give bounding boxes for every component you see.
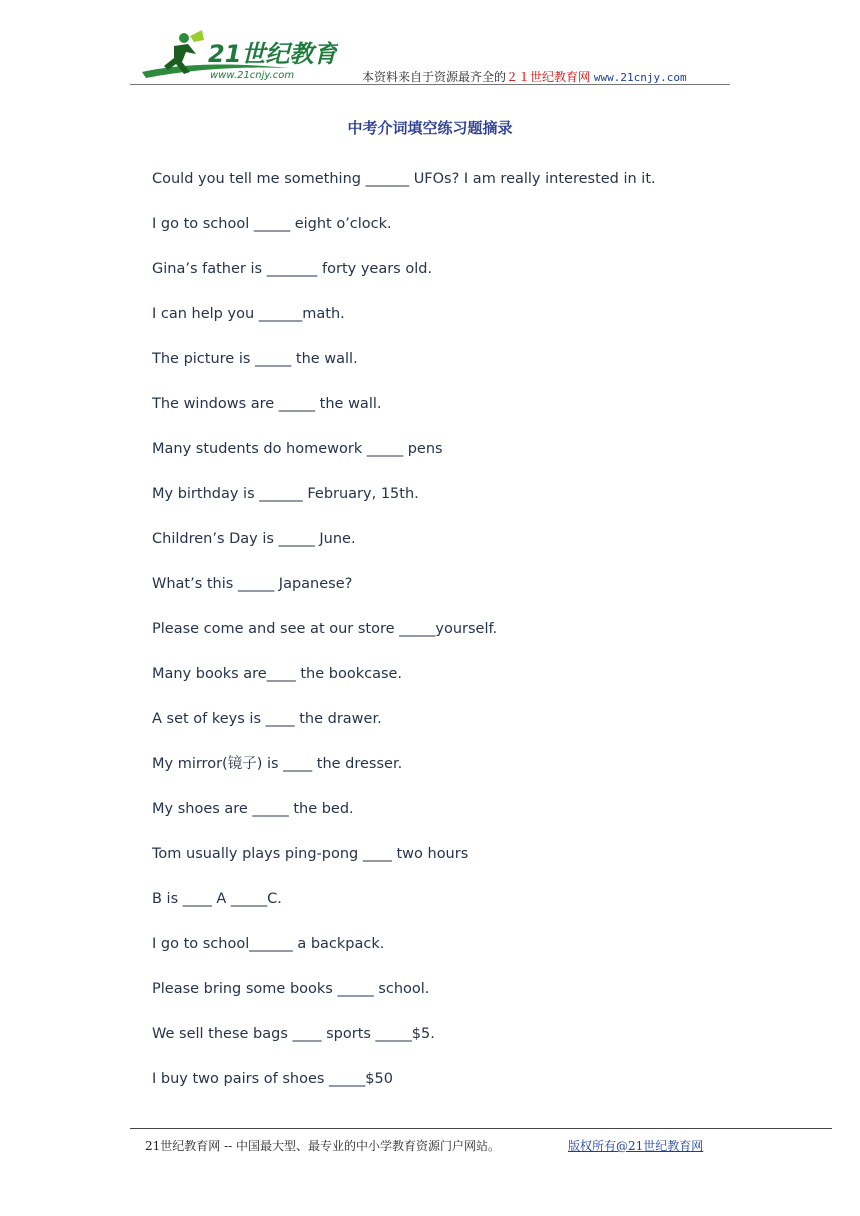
copyright-link[interactable]: 版权所有@21世纪教育网: [568, 1139, 704, 1153]
question-item: I go to school _____ eight o’clock.: [152, 216, 392, 232]
header-tagline: [362, 68, 687, 85]
question-item: I buy two pairs of shoes _____$50: [152, 1071, 393, 1087]
question-item: Many students do homework _____ pens: [152, 441, 443, 457]
tagline-prefix: 本资料来自于资源最齐全的: [362, 70, 507, 84]
footer-divider: [130, 1128, 832, 1129]
page-header: [130, 24, 730, 86]
question-item: B is ____ A _____C.: [152, 891, 282, 907]
question-item: Gina’s father is _______ forty years old.: [152, 261, 433, 277]
question-item: We sell these bags ____ sports _____$5.: [152, 1026, 435, 1042]
question-item: A set of keys is ____ the drawer.: [152, 711, 382, 727]
question-item: What’s this _____ Japanese?: [152, 576, 353, 592]
question-list: [152, 169, 656, 1114]
tagline-url[interactable]: www.21cnjy.com: [593, 71, 687, 84]
page-title: 中考介词填空练习题摘录: [347, 119, 513, 137]
question-item: Please bring some books _____ school.: [152, 981, 430, 997]
site-logo[interactable]: [138, 28, 338, 84]
question-item: Children’s Day is _____ June.: [152, 531, 356, 547]
question-item: My birthday is ______ February, 15th.: [152, 486, 419, 502]
header-divider: [130, 84, 730, 85]
tagline-site[interactable]: ２１世纪教育网: [506, 70, 591, 84]
footer-text: 21世纪教育网 -- 中国最大型、最专业的中小学教育资源门户网站。: [145, 1139, 501, 1153]
question-item: Tom usually plays ping-pong ____ two hours: [152, 846, 469, 862]
question-item: Could you tell me something ______ UFOs? I am really interested in it.: [152, 171, 656, 187]
question-item: My mirror(镜子) is ____ the dresser.: [152, 756, 403, 772]
svg-text:21世纪教育: 21世纪教育: [208, 40, 338, 68]
svg-text:www.21cnjy.com: www.21cnjy.com: [210, 70, 295, 81]
question-item: Please come and see at our store _____yourself.: [152, 621, 498, 637]
question-item: Many books are____ the bookcase.: [152, 666, 403, 682]
question-item: My shoes are _____ the bed.: [152, 801, 354, 817]
question-item: The windows are _____ the wall.: [152, 396, 382, 412]
question-item: I go to school______ a backpack.: [152, 936, 385, 952]
question-item: I can help you ______math.: [152, 306, 345, 322]
question-item: The picture is _____ the wall.: [152, 351, 358, 367]
runner-logo-icon: [138, 28, 338, 84]
